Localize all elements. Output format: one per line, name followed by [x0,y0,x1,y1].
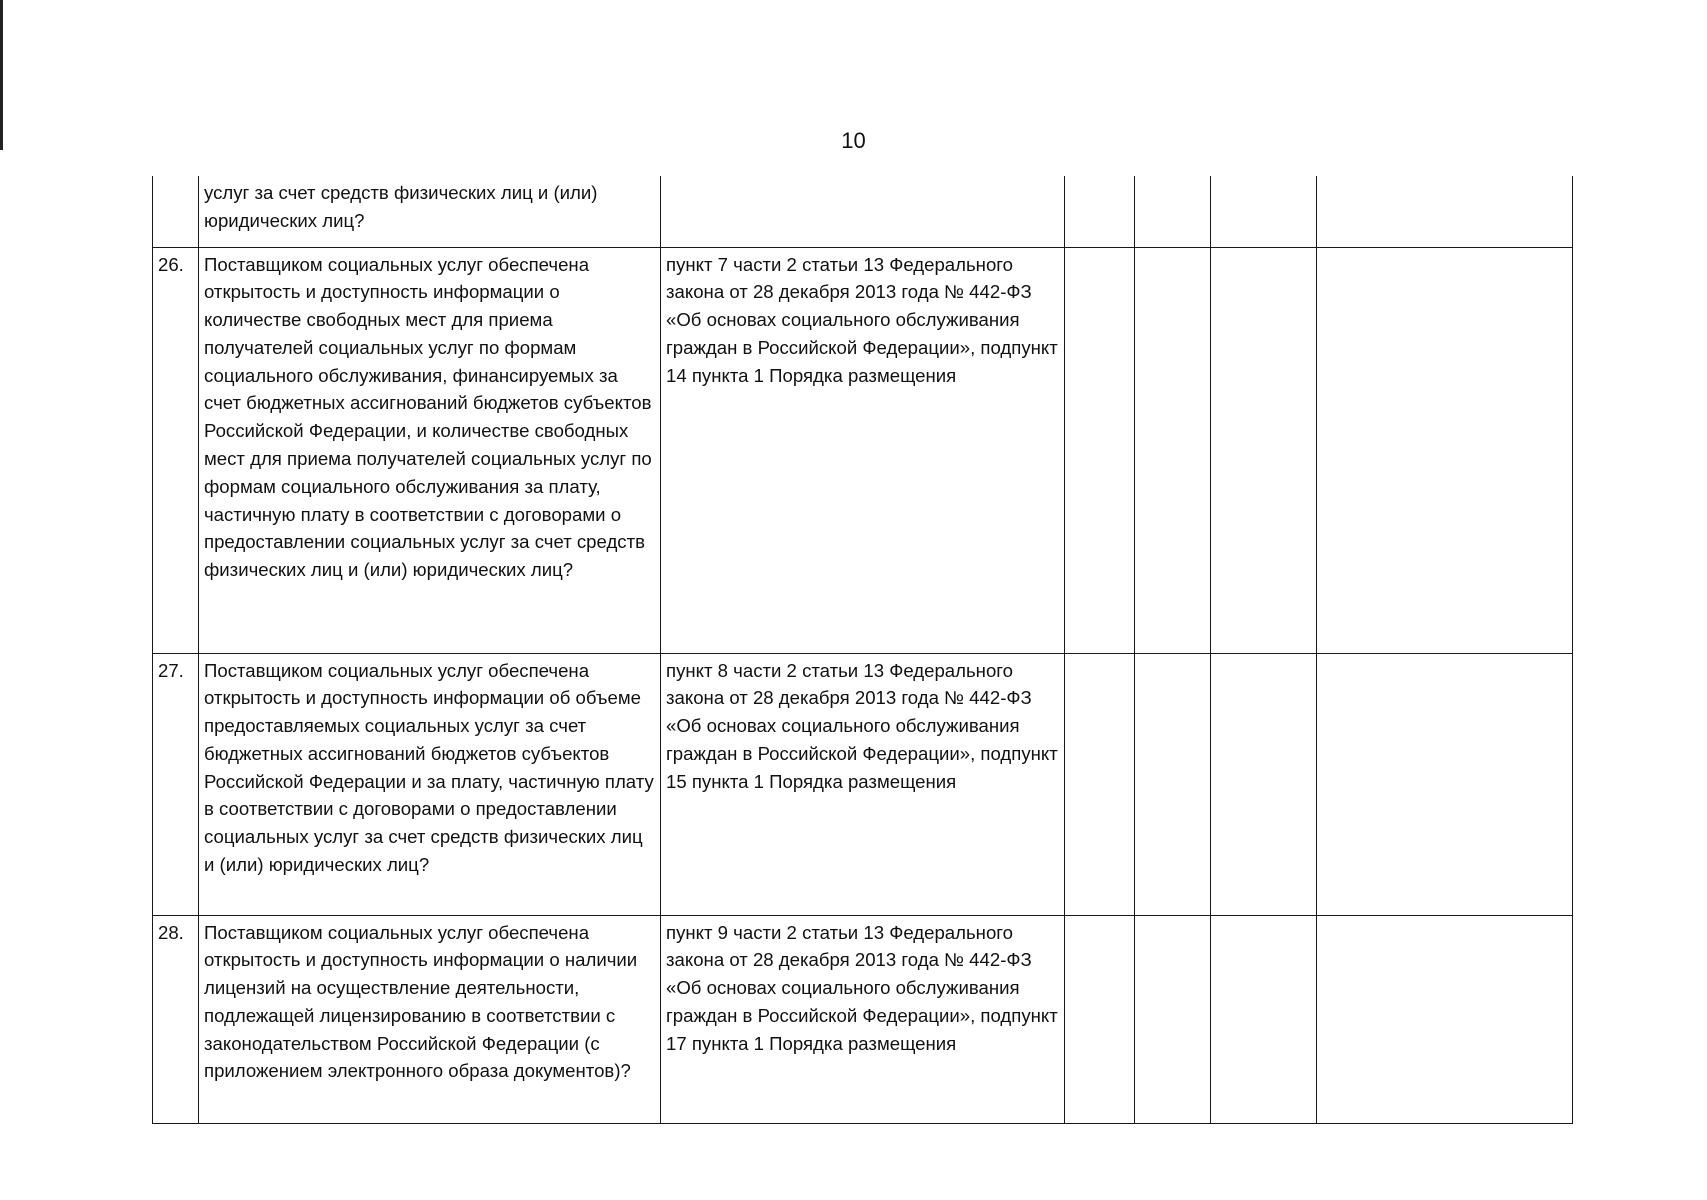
row-answer-no-cell [1135,915,1211,1123]
row-question: Поставщиком социальных услуг обеспечена открытость и доступность информации о количестве свободных мест для приема получателей социальных услуг по формам социального обслуживания, финансируемых за счет бюджетных ассигнований бюджетов субъектов Российской Федерации, и количестве свободных мест для приема получателей социальных услуг по формам социального обслуживания за плату, частичную плату в соответствии с договорами о предоставлении социальных услуг за счет средств физических лиц и (или) юридических лиц? [199,247,661,653]
checklist-table [152,176,1573,1124]
row-notes-cell [1317,176,1573,247]
row-question: Поставщиком социальных услуг обеспечена открытость и доступность информации о наличии лицензий на осуществление деятельности, подлежащей лицензированию в соответствии с законодательством Российской Федерации (с приложением электронного образа документов)? [199,915,661,1123]
table-row [153,653,1573,915]
row-answer-yes-cell [1065,915,1135,1123]
row-notes-cell [1317,653,1573,915]
row-answer-yes-cell [1065,176,1135,247]
row-number [153,176,199,247]
row-answer-na-cell [1211,247,1317,653]
row-answer-yes-cell [1065,247,1135,653]
row-answer-na-cell [1211,915,1317,1123]
row-answer-na-cell [1211,653,1317,915]
page-number: 10 [841,128,866,153]
row-legal-reference [661,176,1065,247]
row-answer-yes-cell [1065,653,1135,915]
row-question: Поставщиком социальных услуг обеспечена открытость и доступность информации об объеме предоставляемых социальных услуг за счет бюджетных ассигнований бюджетов субъектов Российской Федерации и за плату, частичную плату в соответствии с договорами о предоставлении социальных услуг за счет средств физических лиц и (или) юридических лиц? [199,653,661,915]
row-question: услуг за счет средств физических лиц и (или) юридических лиц? [199,176,661,247]
row-number: 26. [153,247,199,653]
row-number: 28. [153,915,199,1123]
row-legal-reference: пункт 7 части 2 статьи 13 Федерального закона от 28 декабря 2013 года № 442-ФЗ «Об основах социального обслуживания граждан в Российской Федерации», подпункт 14 пункта 1 Порядка размещения [661,247,1065,653]
row-answer-no-cell [1135,653,1211,915]
row-notes-cell [1317,247,1573,653]
row-number: 27. [153,653,199,915]
row-notes-cell [1317,915,1573,1123]
row-legal-reference: пункт 9 части 2 статьи 13 Федерального закона от 28 декабря 2013 года № 442-ФЗ «Об основах социального обслуживания граждан в Российской Федерации», подпункт 17 пункта 1 Порядка размещения [661,915,1065,1123]
table-row [153,247,1573,653]
row-answer-no-cell [1135,247,1211,653]
row-answer-na-cell [1211,176,1317,247]
table-row-continuation [153,176,1573,247]
row-answer-no-cell [1135,176,1211,247]
table-row [153,915,1573,1123]
row-legal-reference: пункт 8 части 2 статьи 13 Федерального закона от 28 декабря 2013 года № 442-ФЗ «Об основах социального обслуживания граждан в Российской Федерации», подпункт 15 пункта 1 Порядка размещения [661,653,1065,915]
